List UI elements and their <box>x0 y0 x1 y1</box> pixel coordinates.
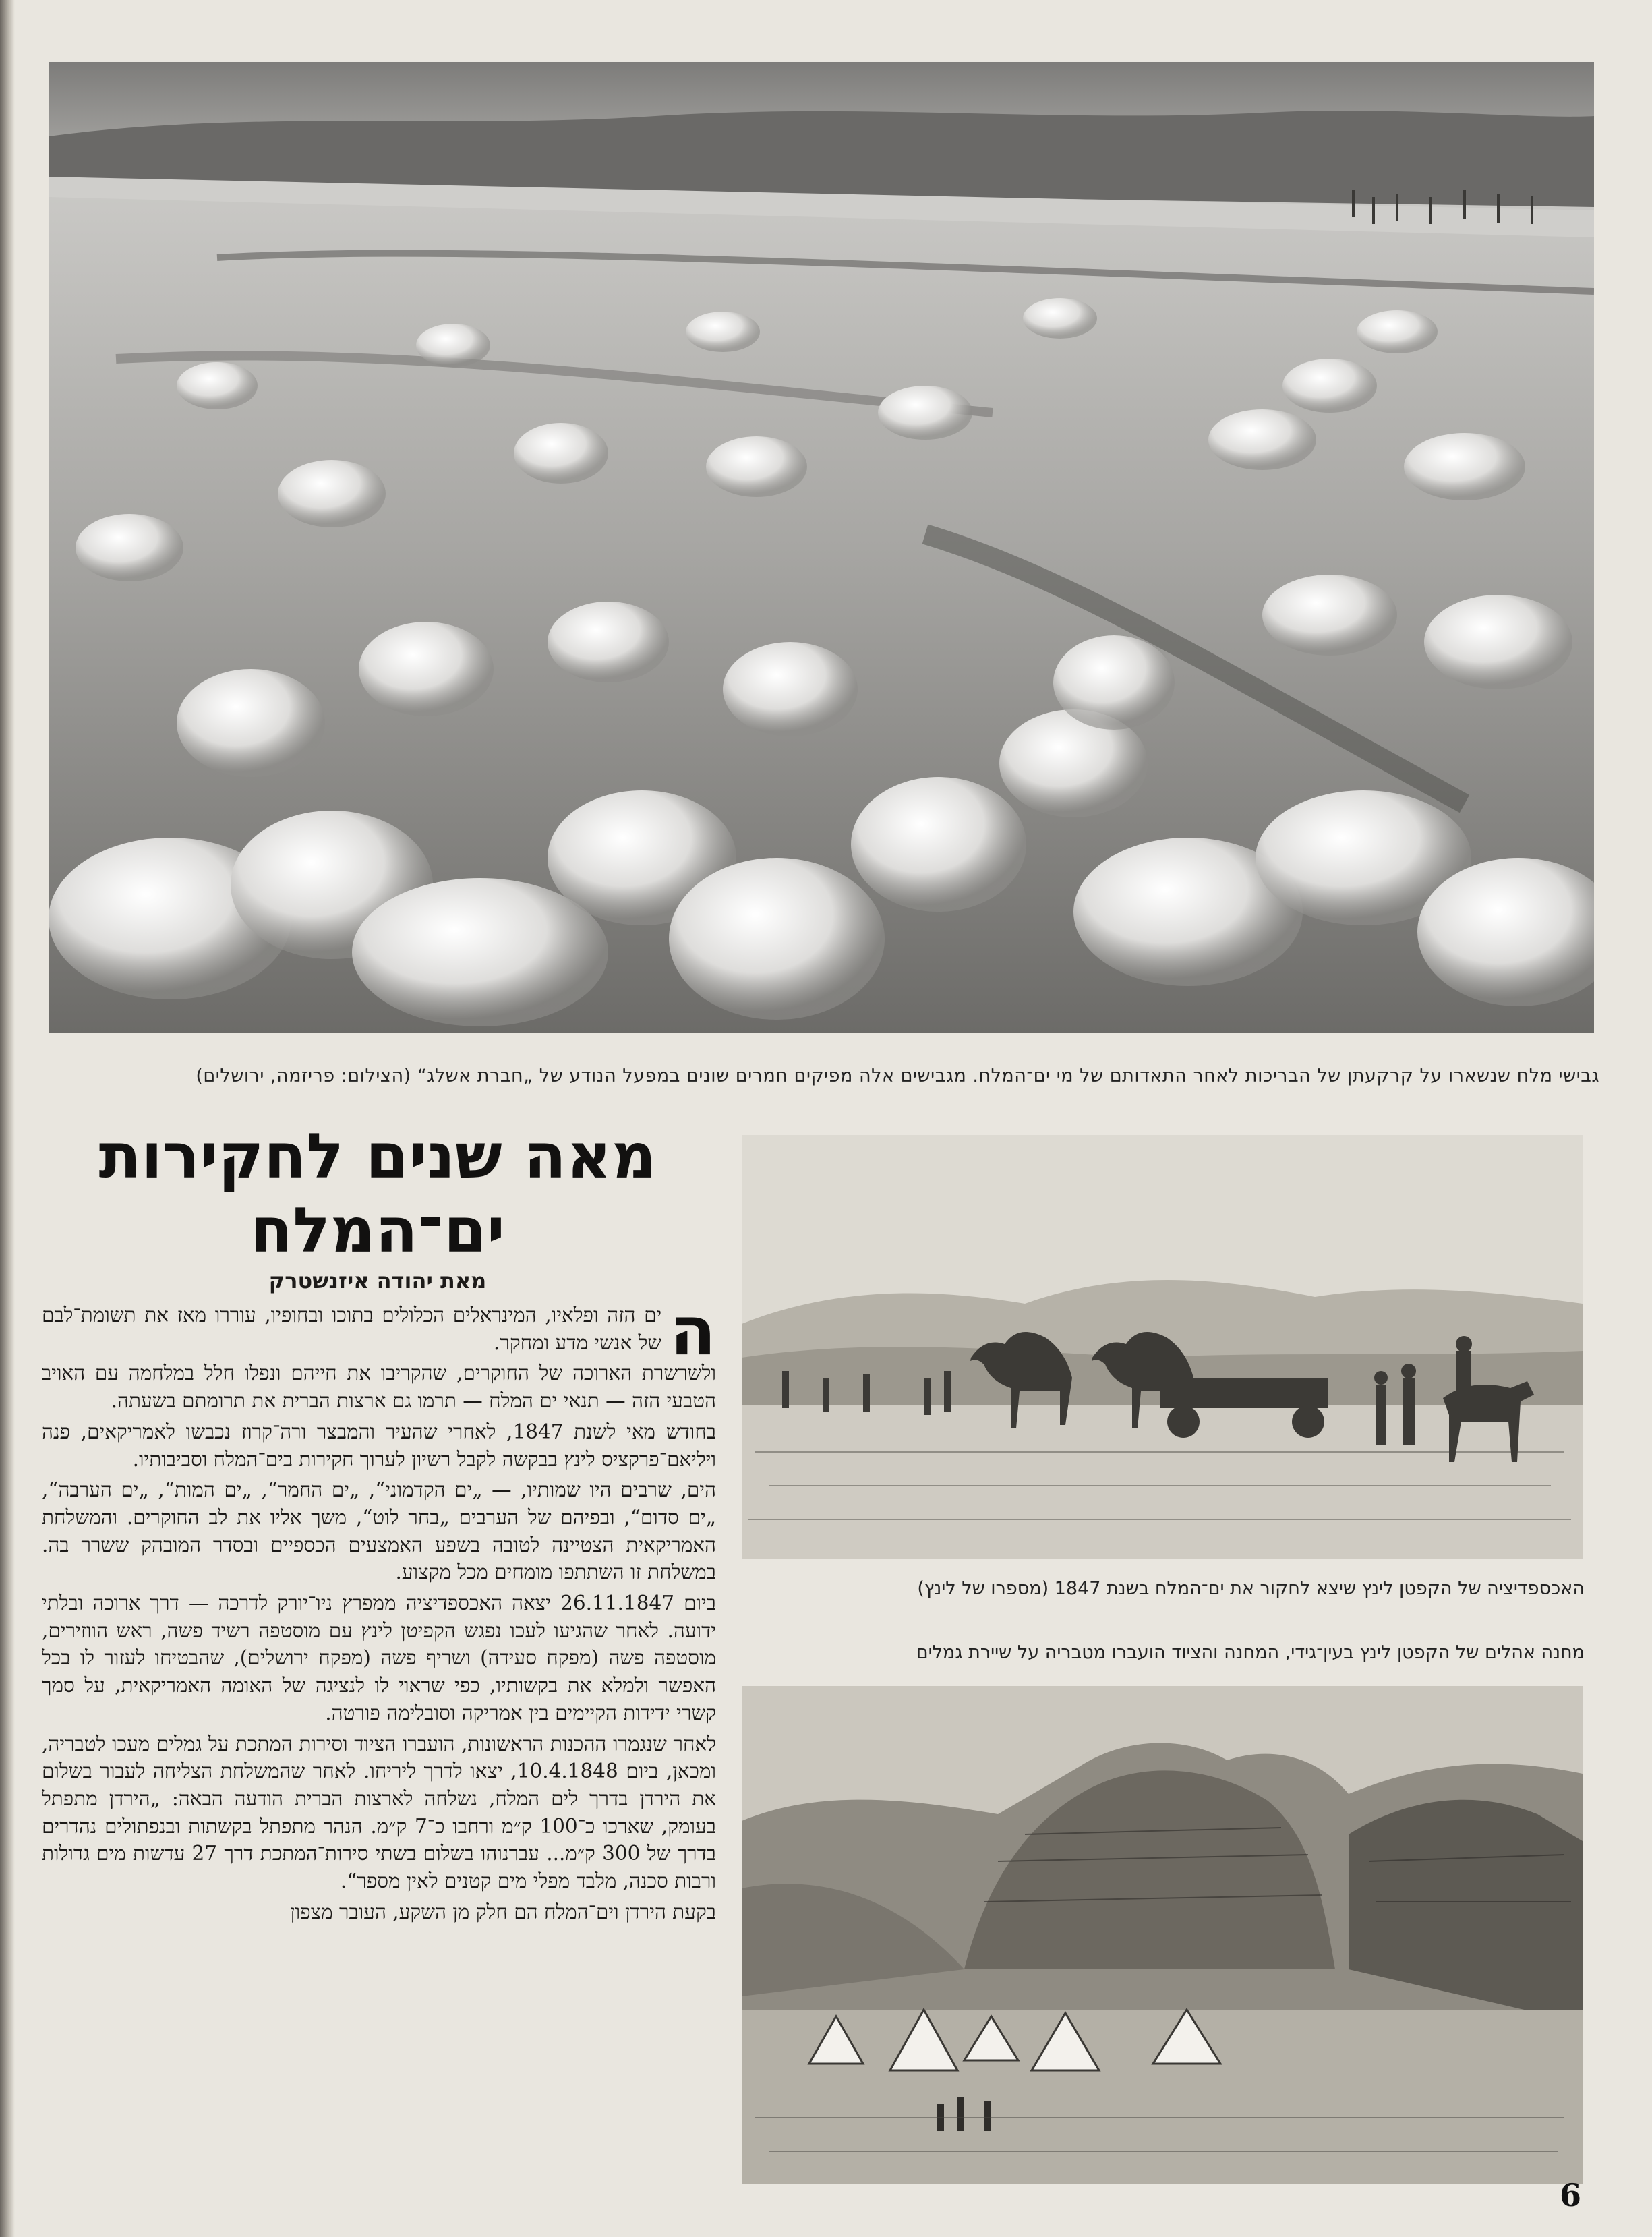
article-paragraph: בחודש מאי לשנת 1847, לאחרי שהעיר והמבצר ורה־קרוז נכבשו לאמריקאים, פנה ויליאם־פרקציס לינץ בבקשה לקבל רשיון לערוך חקירות בים־המלח וסביבותיו. <box>42 1420 716 1471</box>
page-number: 6 <box>1560 2177 1582 2213</box>
drop-cap: ה <box>670 1302 716 1370</box>
headline-line-2: ים־המלח <box>250 1194 505 1267</box>
binding-edge <box>0 0 15 2237</box>
article-body <box>42 1302 716 2192</box>
article-paragraph: בקעת הירדן וים־המלח הם חלק מן השקע, העובר מצפון <box>290 1900 716 1923</box>
headline-line-1: מאה שנים לחקירות <box>98 1120 657 1192</box>
camp-caption: מחנה אהלים של הקפטן לינץ בעין־גידי, המחנה והציוד הועברו מטבריה על שיירת גמלים <box>916 1642 1585 1663</box>
expedition-engraving <box>742 1135 1583 1559</box>
article-headline <box>54 1120 701 1268</box>
salt-crystals-photo <box>49 62 1594 1033</box>
article-paragraph: הים, שרבים היו שמותיו, — „ים הקדמוני“, „ים החמר“, „ים המות“, „ים הערבה“, „ים סדום“, ובפיהם של הערבים „בחר לוט“, משך אליו את לב החוקרים. והמשלחת האמריקאית הצטיינה לטובה בשפע האמצעים הכספיים ובסדר המובהק ששרר בה. במשלחת זו השתתפו מומחים מכל מקצוע. <box>42 1478 716 1584</box>
expedition-caption: האכספדיציה של הקפטן לינץ שיצא לחקור את ים־המלח בשנת 1847 (מספרו של לינץ) <box>917 1578 1585 1599</box>
article-paragraph: ביום 26.11.1847 יצאה האכספדיציה ממפרץ ניו־יורק לדרכה — דרך ארוכה ובלתי ידועה. לאחר שהגיעו לעכו נפגש הקפיטן לינץ עם מוסטפה רשיד פשה, ראש הווזירים, מוסטפה פשה (מפקח סעידה) ושריף פשה (מפקח ירושלים), שהבטיחו לעזור לו בכל האפשר ולמלא את בקשותיו, כפי שראוי לו לנציגה של האומה האמריקאית, על סמך קשרי ידידות הקיימים בין אמריקה וסובלימה פורטה. <box>42 1592 716 1724</box>
article-byline: מאת יהודה איזנשטרק <box>268 1268 487 1294</box>
article-paragraph: לאחר שנגמרו ההכנות הראשונות, הועברו הציוד וסירות המתכת על גמלים מעכו לטבריה, ומכאן, ביום 10.4.1848, יצאו לדרך ליריחו. לאחר שהמשלחת הצליחה לעבור בשלום את הירדן בדרך לים המלח, נשלחה לארצות הברית הודעה הבאה: „הירדן מתפתל בעומק, שארכו כ־100 ק״מ ורחבו כ־7 ק״מ. הנהר מתפתל בקשתות ובנפתולים נהדרים בדרך של 300 ק״מ... עברנוהו בשלום בשתי סירות־המתכת דרך 27 עדשות מים גדולות ורבות סכנה, מלבד מפלי מים קטנים לאין מספר“. <box>42 1732 716 1893</box>
article-paragraph: ים הזה ופלאיו, המינראלים הכלולים בתוכו ובחופיו, עוררו מאז את תשומת־לבם של אנשי מדע ומחקר. <box>42 1304 662 1354</box>
article-paragraph: ולשרשרת הארוכה של החוקרים, שהקריבו את חייהם ונפלו חלל במלחמה עם האויב הטבעי הזה — תנאי ים המלח — תרמו גם ארצות הברית את תרומתם בשעתה. <box>42 1362 716 1413</box>
top-photo-caption: גבישי מלח שנשארו על קרקעתן של הבריכות לאחר התאדותם של מי ים־המלח. מגבישים אלה מפיקים חמרים שונים במפעל הנודע של „חברת אשלג“ (הצילום: פריזמה, ירושלים) <box>196 1066 1599 1086</box>
tent-camp-engraving <box>742 1686 1583 2184</box>
